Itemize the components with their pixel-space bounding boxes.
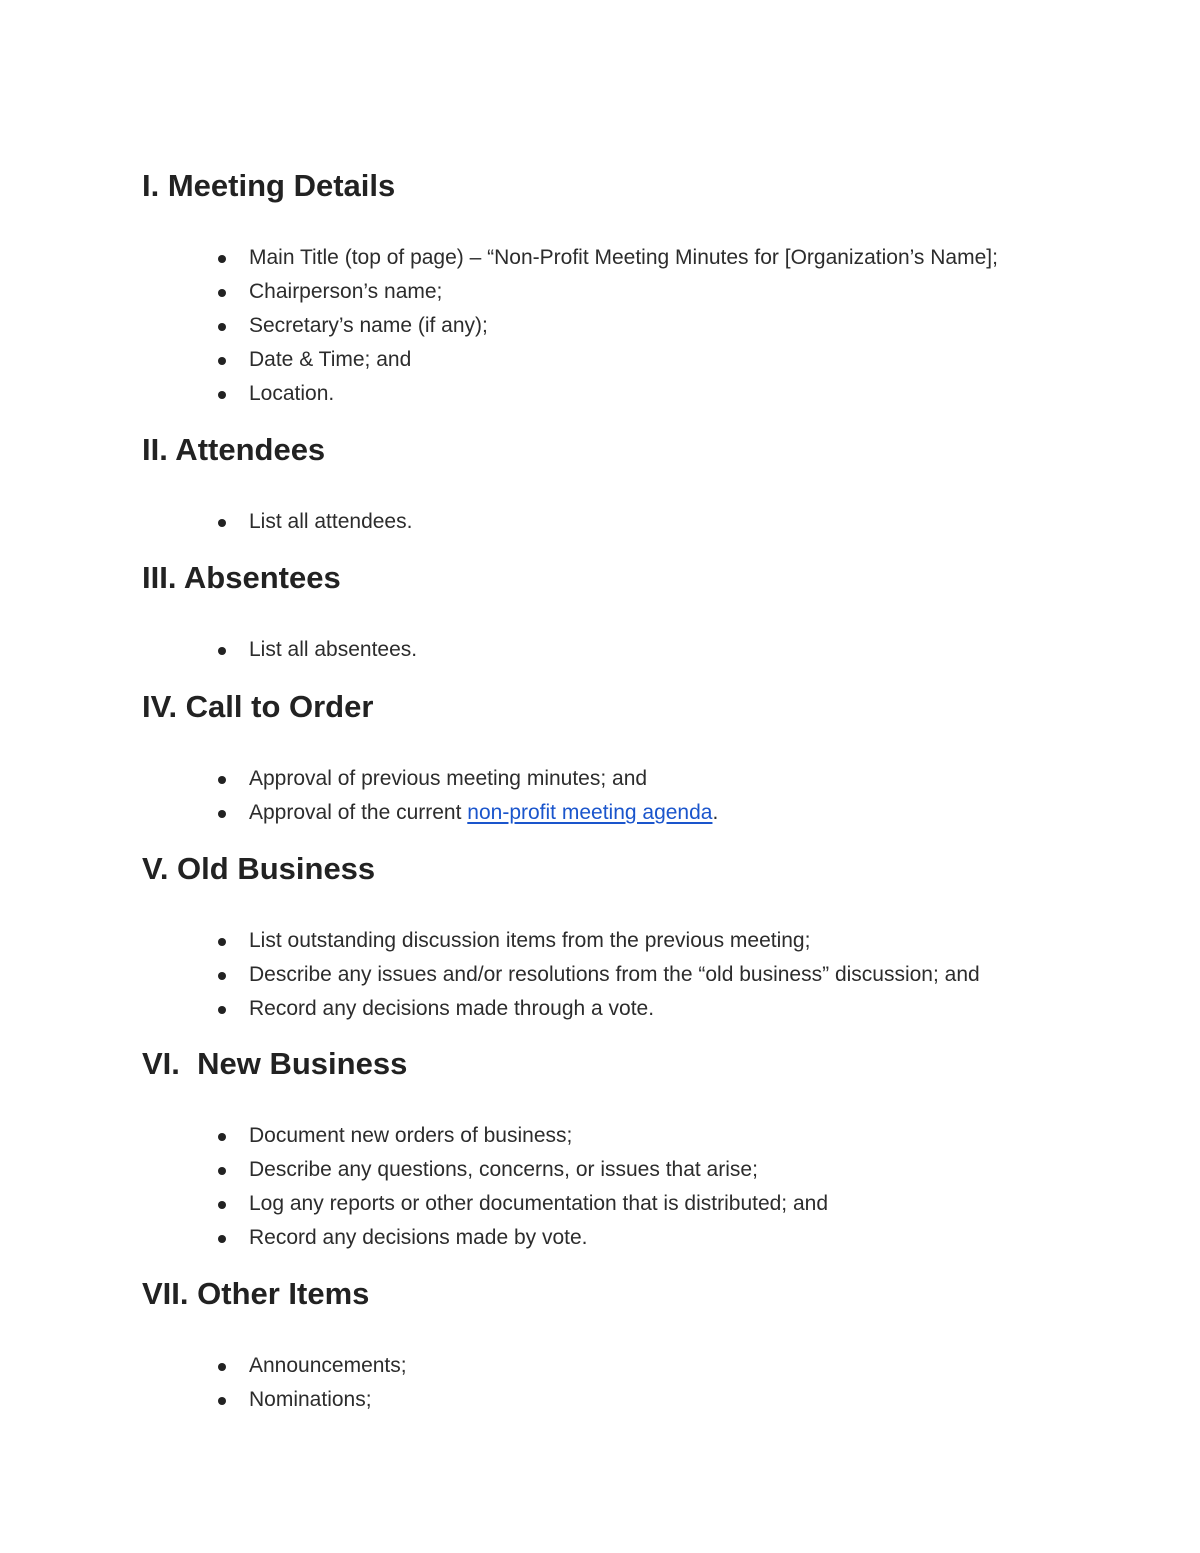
bullet-icon (218, 1006, 226, 1014)
section-heading: VII. Other Items (142, 1276, 370, 1311)
section-meeting-details (142, 168, 1102, 405)
bullet-icon (218, 323, 226, 331)
list-item-text: Main Title (top of page) – “Non-Profit Meeting Minutes for [Organization’s Name]; (249, 246, 998, 269)
list-item-text: Date & Time; and (249, 348, 412, 371)
bullet-list (142, 633, 417, 667)
list-item-text: Announcements; (249, 1354, 407, 1377)
bullet-icon (218, 519, 226, 527)
list-item-text: Record any decisions made through a vote. (249, 997, 655, 1020)
bullet-list (142, 924, 980, 1026)
list-item-text: Secretary’s name (if any); (249, 314, 488, 337)
bullet-icon (218, 972, 226, 980)
section-heading: IV. Call to Order (142, 689, 374, 724)
list-item-text: List all attendees. (249, 510, 413, 533)
bullet-icon (218, 1167, 226, 1175)
list-item-text: List all absentees. (249, 638, 418, 661)
bullet-icon (218, 1201, 226, 1209)
section-absentees (142, 560, 1102, 661)
section-heading: III. Absentees (142, 560, 341, 595)
list-item-text: Location. (249, 382, 335, 405)
list-item-text: Approval of previous meeting minutes; and (249, 767, 648, 790)
section-heading: VI. New Business (142, 1046, 408, 1081)
list-item (142, 275, 998, 309)
bullet-icon (218, 1235, 226, 1243)
bullet-list (142, 505, 412, 539)
bullet-icon (218, 1397, 226, 1405)
bullet-list (142, 1349, 407, 1417)
list-item-text: Chairperson’s name; (249, 280, 443, 303)
list-item (142, 505, 412, 539)
section-heading: II. Attendees (142, 432, 326, 467)
list-item-text: Describe any questions, concerns, or issues that arise; (249, 1158, 758, 1181)
list-item (142, 958, 980, 992)
list-item (142, 924, 980, 958)
section-new-business (142, 1046, 1102, 1249)
bullet-icon (218, 1133, 226, 1141)
list-item (142, 1221, 828, 1255)
list-item (142, 1349, 407, 1383)
list-item (142, 343, 998, 377)
list-item (142, 796, 718, 830)
list-item-text-suffix: . (712, 801, 719, 824)
bullet-icon (218, 1363, 226, 1371)
bullet-icon (218, 289, 226, 297)
section-attendees (142, 432, 1102, 533)
list-item-text: Log any reports or other documentation that is distributed; and (249, 1192, 829, 1215)
list-item (142, 633, 417, 667)
bullet-list (142, 1119, 828, 1255)
bullet-icon (218, 357, 226, 365)
bullet-list (142, 241, 998, 411)
list-item (142, 309, 998, 343)
list-item (142, 241, 998, 275)
bullet-icon (218, 810, 226, 818)
list-item-text: Describe any issues and/or resolutions from the “old business” discussion; and (249, 963, 980, 986)
bullet-icon (218, 938, 226, 946)
list-item-text: List outstanding discussion items from the previous meeting; (249, 929, 811, 952)
bullet-icon (218, 647, 226, 655)
list-item (142, 1119, 828, 1153)
list-item (142, 1383, 407, 1417)
meeting-agenda-link[interactable]: non-profit meeting agenda (467, 801, 713, 824)
section-heading: V. Old Business (142, 851, 376, 886)
list-item (142, 1187, 828, 1221)
list-item (142, 1153, 828, 1187)
bullet-icon (218, 776, 226, 784)
list-item-text-prefix: Approval of the current (249, 801, 468, 824)
section-heading: I. Meeting Details (142, 168, 396, 203)
section-old-business (142, 851, 1102, 1020)
bullet-list (142, 762, 718, 830)
list-item (142, 992, 980, 1026)
bullet-icon (218, 255, 226, 263)
bullet-icon (218, 391, 226, 399)
list-item-text: Record any decisions made by vote. (249, 1226, 588, 1249)
section-call-to-order (142, 689, 1102, 824)
section-other-items (142, 1276, 1102, 1411)
list-item (142, 762, 718, 796)
list-item (142, 377, 998, 411)
list-item-text: Nominations; (249, 1388, 372, 1411)
list-item-text: Document new orders of business; (249, 1124, 573, 1147)
